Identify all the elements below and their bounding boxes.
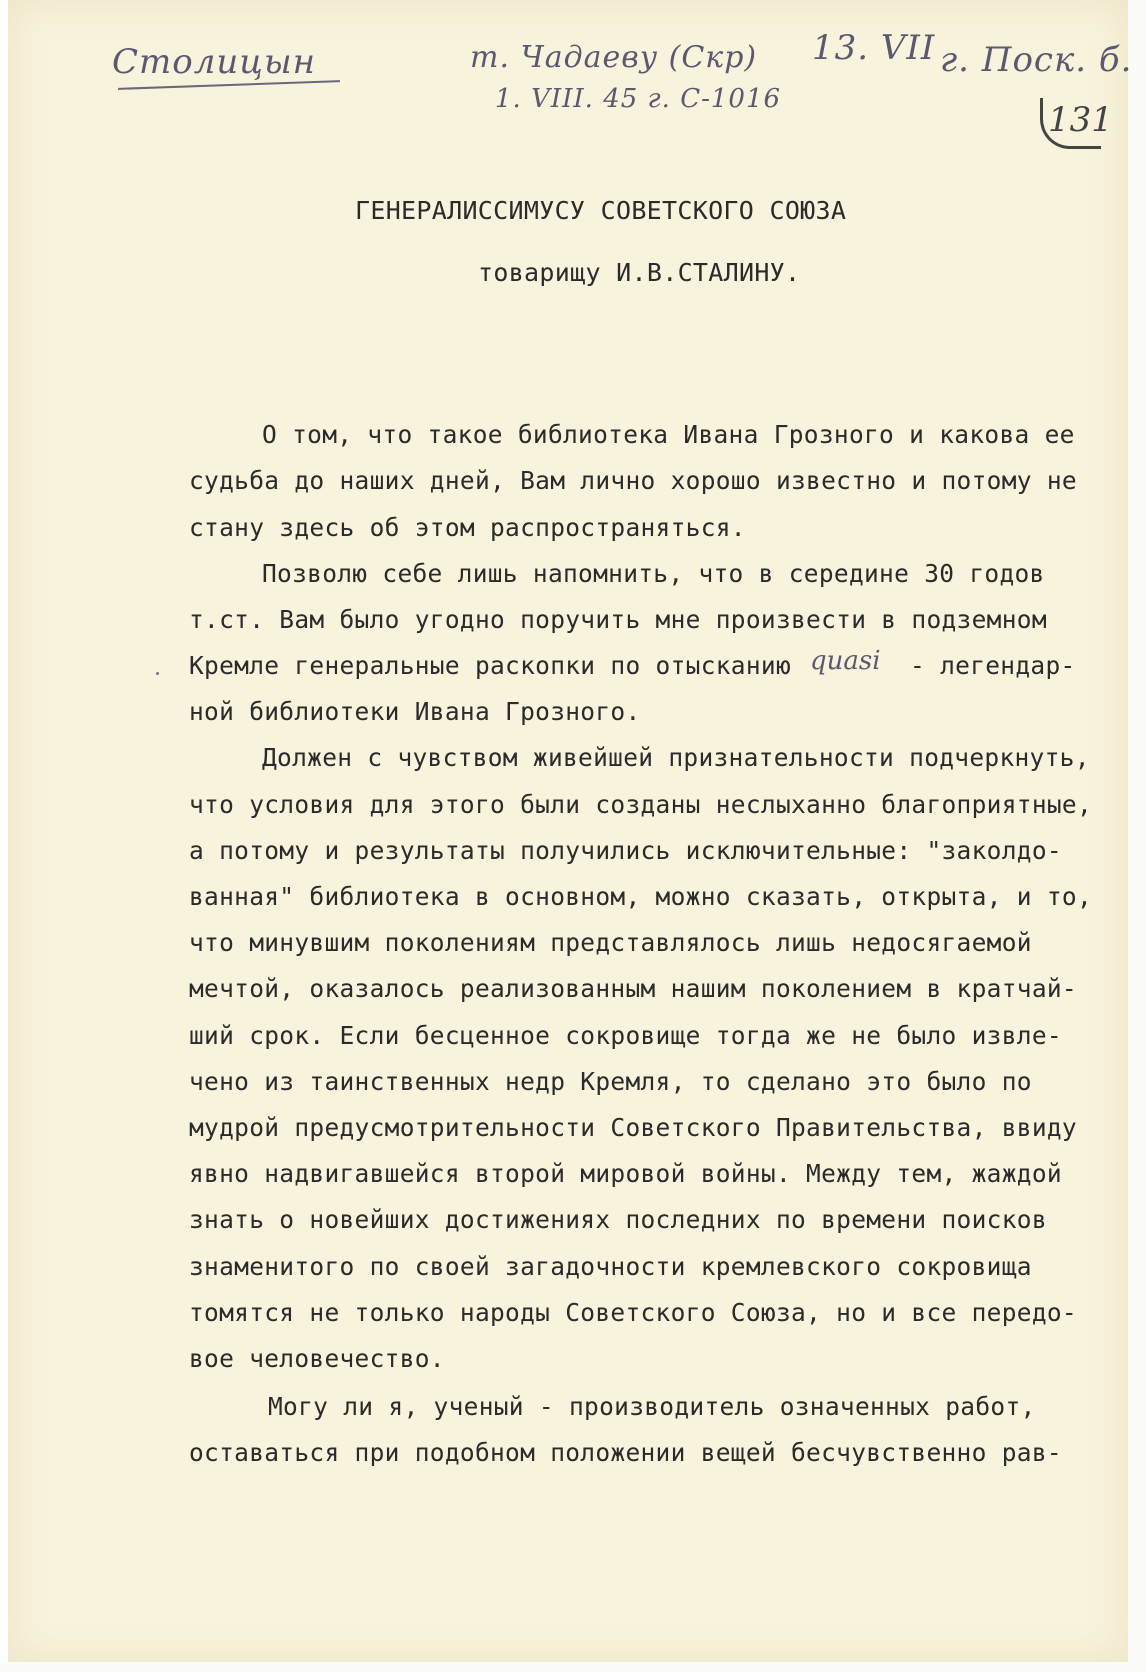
- body-line: О том, что такое библиотека Ивана Грозного и какова ее: [262, 420, 1075, 449]
- body-line: ванная" библиотека в основном, можно сказать, открыта, и то,: [189, 882, 1093, 911]
- body-line: судьба до наших дней, Вам лично хорошо известно и потому не: [189, 466, 1077, 495]
- body-line: что условия для этого были созданы неслыханно благоприятные,: [189, 790, 1093, 819]
- body-line: ший срок. Если бесценное сокровище тогда же не было извле-: [189, 1021, 1062, 1050]
- body-line: чено из таинственных недр Кремля, то сделано это было по: [189, 1067, 1032, 1096]
- handwritten-note-middle-2: 1. VIII. 45 г. С-1016: [495, 84, 782, 114]
- handwritten-insert: quasi: [810, 646, 881, 676]
- handwritten-note-middle-1: т. Чадаеву (Скр): [470, 40, 758, 75]
- page-number: 131: [1048, 100, 1113, 140]
- body-line: Позволю себе лишь напомнить, что в середине 30 годов: [262, 559, 1045, 588]
- body-line: томятся не только народы Советского Союза, но и все передо-: [189, 1298, 1077, 1327]
- body-line: т.ст. Вам было угодно поручить мне произвести в подземном: [189, 605, 1047, 634]
- body-line: стану здесь об этом распространяться.: [189, 513, 746, 542]
- addressee-line-2: товарищу И.В.СТАЛИНУ.: [478, 258, 801, 287]
- body-line: оставаться при подобном положении вещей бесчувственно рав-: [189, 1438, 1062, 1467]
- handwritten-note-right: г. Поск. б.: [940, 40, 1133, 80]
- body-line: ной библиотеки Ивана Грозного.: [189, 697, 641, 726]
- paper-speck: [156, 672, 159, 675]
- body-line: что минувшим поколениям представлялось лишь недосягаемой: [189, 928, 1032, 957]
- body-line: Кремле генеральные раскопки по отысканию: [189, 651, 792, 680]
- body-line: Должен с чувством живейшей признательности подчеркнуть,: [262, 743, 1090, 772]
- body-line: Могу ли я, ученый - производитель означенных работ,: [268, 1392, 1036, 1421]
- addressee-line-1: ГЕНЕРАЛИССИМУСУ СОВЕТСКОГО СОЮЗА: [355, 196, 847, 225]
- body-line: а потому и результаты получились исключительные: "заколдо-: [189, 836, 1062, 865]
- page-edge-right: [1128, 0, 1146, 1672]
- body-line: мечтой, оказалось реализованным нашим поколением в кратчай-: [189, 974, 1077, 1003]
- body-line: вое человечество.: [189, 1344, 445, 1373]
- handwritten-date: 13. VII: [812, 28, 936, 68]
- body-line: - легендар-: [910, 651, 1076, 680]
- body-line: явно надвигавшейся второй мировой войны. Между тем, жаждой: [189, 1159, 1062, 1188]
- body-line: знаменитого по своей загадочности кремлевского сокровища: [189, 1252, 1032, 1281]
- body-line: мудрой предусмотрительности Советского Правительства, ввиду: [189, 1113, 1077, 1142]
- page-edge-bottom: [0, 1662, 1146, 1672]
- body-line: знать о новейших достижениях последних по времени поисков: [189, 1205, 1047, 1234]
- handwritten-note-left: Столицын: [112, 42, 317, 82]
